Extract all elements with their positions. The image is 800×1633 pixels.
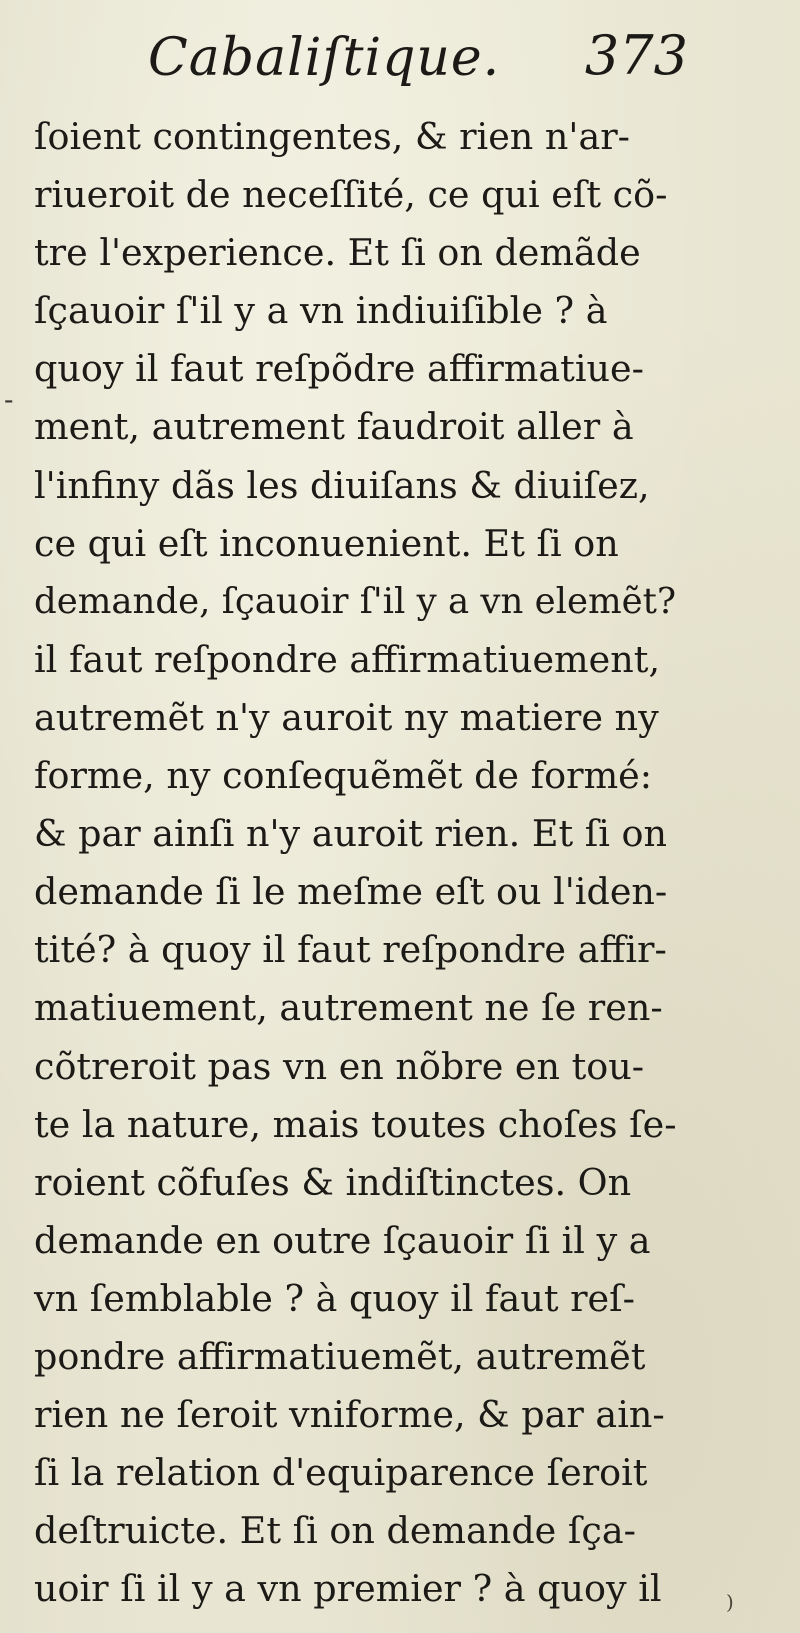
text-line: uoir ſi il y a vn premier ? à quoy il — [34, 1567, 662, 1611]
text-line: forme, ny conſequẽmẽt de formé: — [34, 754, 653, 798]
body-text — [34, 108, 684, 1618]
margin-mark: - — [4, 383, 14, 416]
text-line: roient cõfuſes & indiſtinctes. On — [34, 1160, 632, 1204]
text-line: demande, ſçauoir ſ'il y a vn elemẽt? — [34, 580, 676, 622]
text-line: ment, autrement faudroit aller à — [34, 405, 634, 449]
text-line: autremẽt n'y auroit ny matiere ny — [34, 695, 659, 739]
page-number: 373 — [584, 24, 688, 87]
text-line: & par ainſi n'y auroit rien. Et ſi on — [34, 812, 668, 856]
text-line: l'infiny dãs les diuiſans & diuiſez, — [34, 463, 650, 507]
text-line: rien ne ſeroit vniforme, & par ain- — [34, 1393, 665, 1437]
text-line: deſtruicte. Et ſi on demande ſça- — [34, 1509, 636, 1553]
text-line: demande en outre ſçauoir ſi il y a — [34, 1218, 651, 1262]
text-line: cõtreroit pas vn en nõbre en tou- — [34, 1044, 645, 1088]
text-line: te la nature, mais toutes choſes ſe- — [34, 1102, 677, 1146]
text-line: tité? à quoy il faut reſpondre affir- — [34, 928, 667, 972]
text-line: il faut reſpondre affirmatiuement, — [34, 637, 661, 681]
text-line: ſçauoir ſ'il y a vn indiuiſible ? à — [34, 289, 608, 333]
text-line: ce qui eſt inconuenient. Et ſi on — [34, 521, 619, 565]
text-line: ſoient contingentes, & rien n'ar- — [34, 115, 630, 158]
text-line: tre l'experience. Et ſi on demãde — [34, 231, 641, 275]
text-line: quoy il faut reſpõdre affirmatiue- — [34, 347, 644, 391]
corner-mark: ) — [726, 1590, 734, 1614]
text-line: riueroit de neceſſité, ce qui eſt cõ- — [34, 173, 668, 217]
text-line: pondre affirmatiuemẽt, autremẽt — [34, 1334, 646, 1378]
page-header — [148, 20, 688, 100]
text-line: matiuement, autrement ne ſe ren- — [34, 986, 663, 1030]
text-line: demande ſi le meſme eſt ou l'iden- — [34, 870, 668, 914]
running-title: Cabaliſtique. — [148, 28, 501, 88]
text-line: ſi la relation d'equiparence ſeroit — [34, 1451, 648, 1495]
text-line: vn ſemblable ? à quoy il faut reſ- — [34, 1276, 635, 1320]
